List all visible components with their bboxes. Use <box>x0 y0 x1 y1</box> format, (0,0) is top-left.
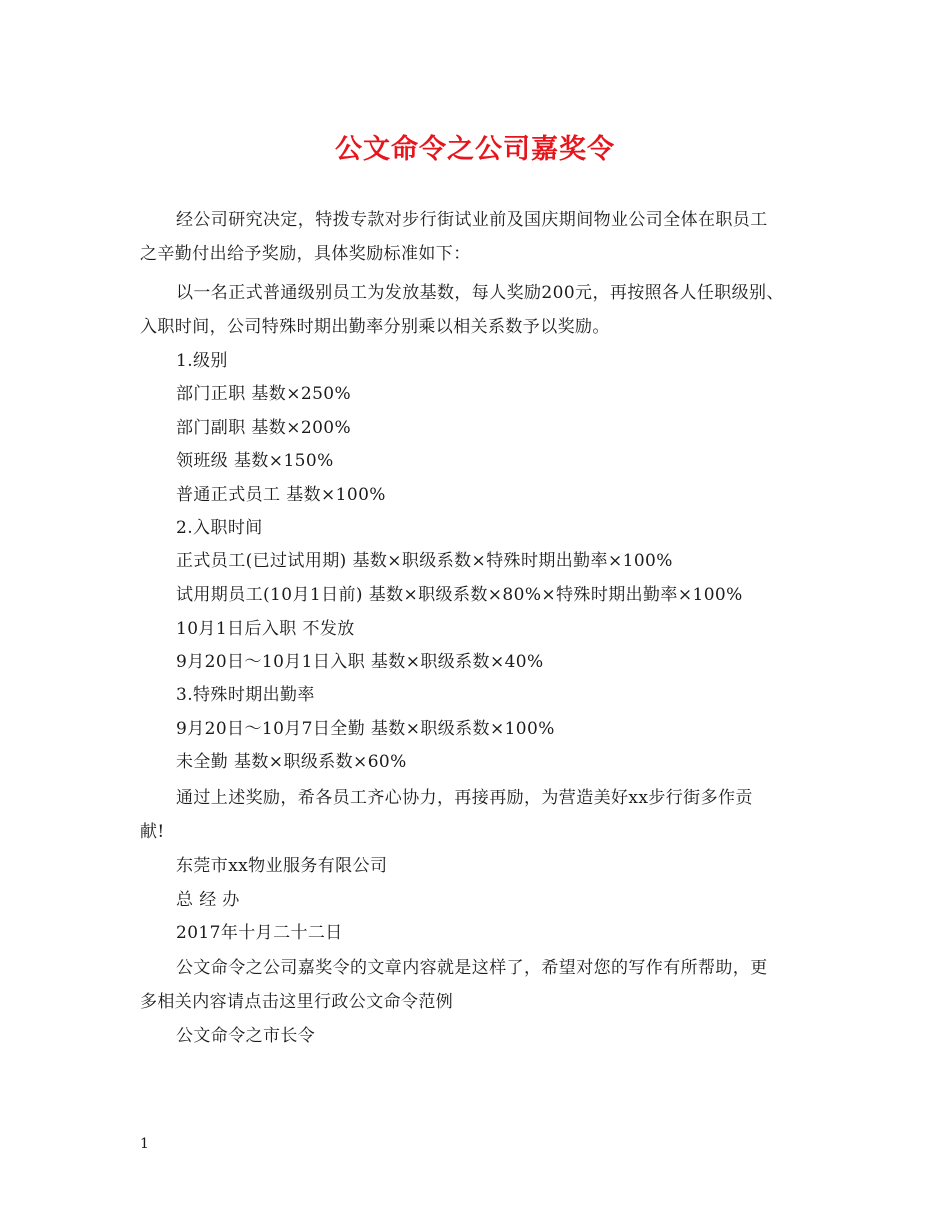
signature-date: 2017年十月二十二日 <box>176 923 343 943</box>
signature-company: 东莞市xx物业服务有限公司 <box>176 856 388 876</box>
document-title: 公文命令之公司嘉奖令 <box>335 134 615 165</box>
paragraph-line: 通过上述奖励，希各员工齐心协力，再接再励，为营造美好xx步行街多作贡 <box>176 788 753 808</box>
list-item: 正式员工(已过试用期) 基数×职级系数×特殊时期出勤率×100% <box>176 551 673 571</box>
page-number: 1 <box>140 1136 149 1152</box>
list-item: 领班级 基数×150% <box>176 451 334 471</box>
list-item: 9月20日～10月1日入职 基数×职级系数×40% <box>176 652 544 672</box>
section-heading: 2.入职时间 <box>176 518 263 538</box>
list-item: 部门副职 基数×200% <box>176 418 352 438</box>
list-item: 9月20日～10月7日全勤 基数×职级系数×100% <box>176 719 555 739</box>
list-item: 普通正式员工 基数×100% <box>176 485 386 505</box>
paragraph-line: 献! <box>140 822 165 842</box>
list-item: 部门正职 基数×250% <box>176 384 352 404</box>
section-heading: 3.特殊时期出勤率 <box>176 685 315 705</box>
signature-department: 总 经 办 <box>176 890 240 910</box>
list-item: 试用期员工(10月1日前) 基数×职级系数×80%×特殊时期出勤率×100% <box>176 585 743 605</box>
list-item: 未全勤 基数×职级系数×60% <box>176 752 407 772</box>
paragraph-line: 多相关内容请点击这里行政公文命令范例 <box>140 992 454 1012</box>
paragraph-line: 入职时间，公司特殊时期出勤率分别乘以相关系数予以奖励。 <box>140 317 610 337</box>
paragraph-line: 公文命令之公司嘉奖令的文章内容就是这样了，希望对您的写作有所帮助，更 <box>176 958 768 978</box>
related-article-link[interactable]: 公文命令之市长令 <box>176 1026 316 1046</box>
paragraph-line: 之辛勤付出给予奖励，具体奖励标准如下： <box>140 244 471 264</box>
paragraph-line: 以一名正式普通级别员工为发放基数，每人奖励200元，再按照各人任职级别、 <box>176 283 784 303</box>
list-item: 10月1日后入职 不发放 <box>176 619 355 639</box>
section-heading: 1.级别 <box>176 351 228 371</box>
paragraph-line: 经公司研究决定，特拨专款对步行街试业前及国庆期间物业公司全体在职员工 <box>176 210 768 230</box>
